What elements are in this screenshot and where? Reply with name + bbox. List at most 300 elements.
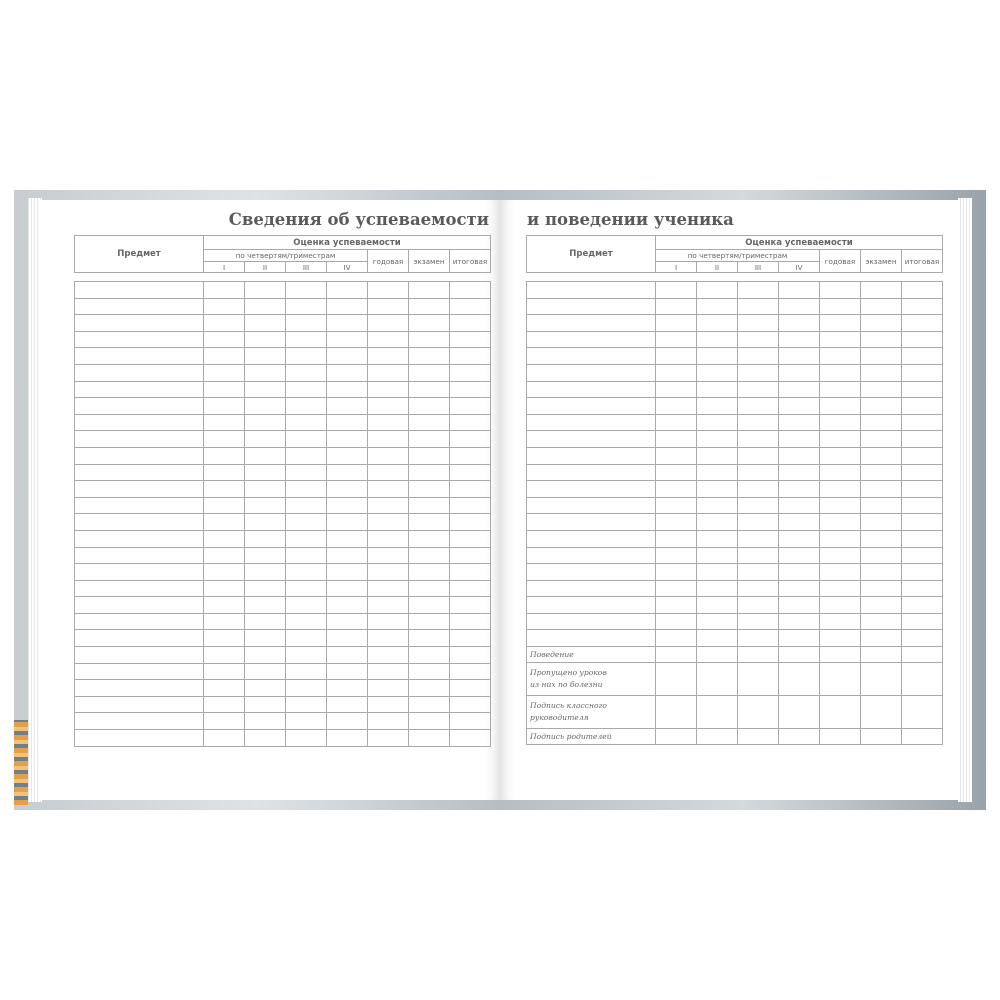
table-row bbox=[527, 580, 943, 597]
grade-cell bbox=[450, 630, 491, 647]
grade-cell bbox=[656, 331, 697, 348]
final-header: итоговая bbox=[450, 250, 491, 273]
grade-cell bbox=[245, 713, 286, 730]
grade-cell bbox=[902, 348, 943, 365]
grade-cell bbox=[327, 414, 368, 431]
grade-cell bbox=[450, 348, 491, 365]
grade-cell bbox=[245, 315, 286, 332]
table-row bbox=[527, 431, 943, 448]
grade-cell bbox=[286, 514, 327, 531]
grade-cell bbox=[779, 547, 820, 564]
subject-cell bbox=[527, 630, 656, 647]
grade-cell bbox=[368, 464, 409, 481]
grade-cell bbox=[450, 381, 491, 398]
grade-cell bbox=[861, 298, 902, 315]
subject-cell bbox=[75, 331, 204, 348]
grade-cell bbox=[327, 597, 368, 614]
subject-cell bbox=[527, 431, 656, 448]
grade-cell bbox=[450, 613, 491, 630]
subject-cell bbox=[527, 613, 656, 630]
grade-cell bbox=[286, 497, 327, 514]
grade-cell bbox=[738, 547, 779, 564]
grade-cell bbox=[368, 282, 409, 299]
grade-cell bbox=[204, 713, 245, 730]
grade-cell bbox=[697, 613, 738, 630]
grade-cell bbox=[861, 481, 902, 498]
table-row bbox=[75, 447, 491, 464]
grade-cell bbox=[204, 547, 245, 564]
grade-cell bbox=[327, 447, 368, 464]
grade-cell bbox=[286, 547, 327, 564]
grade-cell bbox=[368, 530, 409, 547]
grade-cell bbox=[204, 381, 245, 398]
grade-cell bbox=[656, 597, 697, 614]
grade-cell bbox=[738, 597, 779, 614]
grade-cell bbox=[204, 730, 245, 747]
grade-cell bbox=[697, 282, 738, 299]
grade-cell bbox=[902, 497, 943, 514]
grade-cell bbox=[656, 298, 697, 315]
grade-cell bbox=[286, 680, 327, 697]
grade-cell bbox=[779, 580, 820, 597]
grade-cell bbox=[409, 730, 450, 747]
grade-cell bbox=[409, 298, 450, 315]
grade-cell bbox=[450, 730, 491, 747]
grade-cell bbox=[861, 364, 902, 381]
table-row bbox=[75, 647, 491, 664]
grade-cell bbox=[656, 564, 697, 581]
grade-cell bbox=[368, 547, 409, 564]
grade-cell bbox=[779, 381, 820, 398]
grade-cell bbox=[204, 613, 245, 630]
grade-cell bbox=[738, 381, 779, 398]
grade-cell bbox=[286, 630, 327, 647]
grade-cell bbox=[409, 630, 450, 647]
grade-cell bbox=[409, 282, 450, 299]
grade-cell bbox=[327, 680, 368, 697]
grade-cell bbox=[697, 414, 738, 431]
grade-cell bbox=[902, 481, 943, 498]
grade-cell bbox=[286, 713, 327, 730]
grade-cell bbox=[286, 597, 327, 614]
subject-cell bbox=[527, 481, 656, 498]
grade-cell bbox=[697, 547, 738, 564]
grade-cell bbox=[697, 464, 738, 481]
grade-cell bbox=[204, 348, 245, 365]
grade-cell bbox=[245, 647, 286, 664]
grade-cell bbox=[204, 630, 245, 647]
page-stack-right bbox=[958, 198, 972, 802]
table-row bbox=[75, 348, 491, 365]
grade-cell bbox=[779, 431, 820, 448]
grade-cell bbox=[820, 547, 861, 564]
grade-cell bbox=[820, 331, 861, 348]
grade-cell bbox=[327, 464, 368, 481]
grade-cell bbox=[820, 481, 861, 498]
grade-cell bbox=[409, 481, 450, 498]
grade-cell bbox=[450, 315, 491, 332]
table-row bbox=[75, 630, 491, 647]
grade-cell bbox=[697, 331, 738, 348]
grade-cell bbox=[245, 530, 286, 547]
grade-cell bbox=[738, 282, 779, 299]
grade-cell bbox=[204, 647, 245, 664]
grade-cell bbox=[286, 580, 327, 597]
grade-cell bbox=[368, 398, 409, 415]
grade-cell bbox=[327, 431, 368, 448]
subject-cell bbox=[527, 364, 656, 381]
grade-cell bbox=[820, 381, 861, 398]
grade-cell bbox=[779, 464, 820, 481]
header-gap bbox=[527, 273, 943, 282]
grade-cell bbox=[286, 613, 327, 630]
subject-cell bbox=[75, 364, 204, 381]
grade-cell bbox=[368, 613, 409, 630]
subject-cell bbox=[75, 431, 204, 448]
grade-cell bbox=[902, 464, 943, 481]
subject-cell bbox=[527, 447, 656, 464]
grade-cell bbox=[204, 331, 245, 348]
subject-cell bbox=[75, 663, 204, 680]
grade-cell bbox=[286, 331, 327, 348]
grade-cell bbox=[368, 331, 409, 348]
grade-cell bbox=[902, 331, 943, 348]
grade-cell bbox=[409, 530, 450, 547]
grade-cell bbox=[738, 315, 779, 332]
grade-cell bbox=[286, 298, 327, 315]
grade-cell bbox=[409, 713, 450, 730]
grade-cell bbox=[245, 331, 286, 348]
grade-cell bbox=[656, 398, 697, 415]
grade-cell bbox=[204, 414, 245, 431]
subject-cell bbox=[527, 414, 656, 431]
grade-cell bbox=[368, 447, 409, 464]
table-row bbox=[75, 597, 491, 614]
grade-cell bbox=[368, 564, 409, 581]
grade-cell bbox=[204, 431, 245, 448]
grade-cell bbox=[450, 713, 491, 730]
subject-cell bbox=[527, 597, 656, 614]
left-page bbox=[40, 200, 500, 800]
grade-cell bbox=[697, 530, 738, 547]
grade-cell bbox=[409, 564, 450, 581]
grade-cell bbox=[779, 497, 820, 514]
grade-cell bbox=[450, 564, 491, 581]
grade-cell bbox=[779, 481, 820, 498]
grade-rows-left bbox=[75, 282, 491, 747]
subject-cell bbox=[75, 680, 204, 697]
grade-cell bbox=[327, 364, 368, 381]
grade-cell bbox=[697, 348, 738, 365]
grade-cell bbox=[656, 547, 697, 564]
table-row bbox=[75, 680, 491, 697]
grade-cell bbox=[779, 514, 820, 531]
grade-cell bbox=[738, 580, 779, 597]
grade-cell bbox=[286, 431, 327, 448]
table-row bbox=[75, 298, 491, 315]
table-row bbox=[527, 514, 943, 531]
grade-cell bbox=[409, 547, 450, 564]
grade-cell bbox=[861, 564, 902, 581]
table-row bbox=[527, 547, 943, 564]
grade-cell bbox=[409, 315, 450, 332]
table-row bbox=[527, 497, 943, 514]
table-row bbox=[75, 730, 491, 747]
table-row bbox=[527, 381, 943, 398]
table-row bbox=[527, 414, 943, 431]
grade-cell bbox=[327, 348, 368, 365]
grade-cell bbox=[368, 597, 409, 614]
grade-cell bbox=[327, 580, 368, 597]
grade-cell bbox=[656, 630, 697, 647]
grade-cell bbox=[779, 613, 820, 630]
grade-cell bbox=[409, 447, 450, 464]
grade-cell bbox=[656, 364, 697, 381]
subject-cell bbox=[75, 547, 204, 564]
table-row bbox=[75, 514, 491, 531]
behavior-row bbox=[527, 647, 943, 663]
grade-cell bbox=[450, 431, 491, 448]
subject-cell bbox=[527, 348, 656, 365]
subject-cell bbox=[527, 298, 656, 315]
table-row bbox=[75, 364, 491, 381]
table-row bbox=[527, 613, 943, 630]
grade-cell bbox=[245, 597, 286, 614]
grade-cell bbox=[450, 647, 491, 664]
subject-cell bbox=[527, 398, 656, 415]
grade-cell bbox=[697, 564, 738, 581]
grade-cell bbox=[327, 630, 368, 647]
grade-cell bbox=[902, 514, 943, 531]
grade-cell bbox=[286, 447, 327, 464]
grade-cell bbox=[245, 680, 286, 697]
grade-cell bbox=[245, 630, 286, 647]
grade-cell bbox=[327, 530, 368, 547]
table-row bbox=[75, 564, 491, 581]
grade-cell bbox=[204, 497, 245, 514]
grade-cell bbox=[820, 613, 861, 630]
grade-cell bbox=[204, 364, 245, 381]
grade-cell bbox=[738, 447, 779, 464]
grade-cell bbox=[656, 580, 697, 597]
table-row bbox=[527, 348, 943, 365]
grade-cell bbox=[368, 713, 409, 730]
grade-cell bbox=[738, 348, 779, 365]
grade-cell bbox=[820, 630, 861, 647]
grade-cell bbox=[820, 530, 861, 547]
grade-cell bbox=[450, 663, 491, 680]
subject-cell bbox=[75, 713, 204, 730]
term-header: I bbox=[204, 262, 245, 273]
grade-cell bbox=[738, 364, 779, 381]
grade-cell bbox=[902, 315, 943, 332]
page-title-right: и поведении ученика bbox=[527, 210, 734, 229]
grade-cell bbox=[697, 514, 738, 531]
grade-cell bbox=[286, 647, 327, 664]
grade-cell bbox=[327, 315, 368, 332]
grade-cell bbox=[409, 331, 450, 348]
grade-cell bbox=[779, 364, 820, 381]
grade-cell bbox=[902, 580, 943, 597]
grade-cell bbox=[861, 580, 902, 597]
grade-cell bbox=[327, 613, 368, 630]
grade-cell bbox=[204, 282, 245, 299]
table-row bbox=[527, 447, 943, 464]
grade-cell bbox=[368, 481, 409, 498]
grade-cell bbox=[368, 364, 409, 381]
subject-header: Предмет bbox=[75, 236, 204, 273]
table-row bbox=[75, 331, 491, 348]
subject-cell bbox=[75, 564, 204, 581]
table-row bbox=[527, 564, 943, 581]
term-header: II bbox=[697, 262, 738, 273]
grade-cell bbox=[697, 597, 738, 614]
grade-cell bbox=[902, 298, 943, 315]
grade-cell bbox=[738, 464, 779, 481]
grade-cell bbox=[204, 696, 245, 713]
grade-cell bbox=[450, 398, 491, 415]
grade-cell bbox=[450, 696, 491, 713]
grade-cell bbox=[368, 348, 409, 365]
grade-cell bbox=[820, 564, 861, 581]
grade-cell bbox=[738, 481, 779, 498]
grade-cell bbox=[450, 547, 491, 564]
subject-cell bbox=[75, 497, 204, 514]
grade-cell bbox=[861, 547, 902, 564]
grade-cell bbox=[204, 597, 245, 614]
grade-cell bbox=[327, 514, 368, 531]
grade-cell bbox=[286, 364, 327, 381]
grade-cell bbox=[409, 680, 450, 697]
grade-cell bbox=[204, 464, 245, 481]
subject-cell bbox=[527, 547, 656, 564]
subject-cell bbox=[75, 514, 204, 531]
grade-cell bbox=[368, 514, 409, 531]
grade-cell bbox=[245, 481, 286, 498]
grade-cell bbox=[450, 447, 491, 464]
grade-cell bbox=[779, 447, 820, 464]
grade-cell bbox=[245, 730, 286, 747]
grade-cell bbox=[409, 514, 450, 531]
grade-cell bbox=[656, 447, 697, 464]
grade-cell bbox=[409, 580, 450, 597]
grade-cell bbox=[368, 647, 409, 664]
grade-cell bbox=[204, 298, 245, 315]
grade-cell bbox=[245, 282, 286, 299]
year-header: годовая bbox=[820, 250, 861, 273]
grade-cell bbox=[245, 547, 286, 564]
grade-cell bbox=[697, 431, 738, 448]
grade-cell bbox=[820, 282, 861, 299]
grade-cell bbox=[738, 414, 779, 431]
exam-header: экзамен bbox=[409, 250, 450, 273]
grade-cell bbox=[697, 580, 738, 597]
grade-cell bbox=[368, 381, 409, 398]
table-row bbox=[527, 298, 943, 315]
grade-cell bbox=[820, 315, 861, 332]
grade-cell bbox=[368, 497, 409, 514]
grade-cell bbox=[450, 514, 491, 531]
grade-cell bbox=[204, 663, 245, 680]
table-row bbox=[75, 282, 491, 299]
table-row bbox=[75, 530, 491, 547]
grade-cell bbox=[861, 497, 902, 514]
table-row bbox=[75, 663, 491, 680]
grade-cell bbox=[245, 414, 286, 431]
grade-cell bbox=[656, 315, 697, 332]
grade-cell bbox=[204, 680, 245, 697]
grade-cell bbox=[861, 315, 902, 332]
table-row bbox=[527, 331, 943, 348]
subject-cell bbox=[527, 564, 656, 581]
grade-cell bbox=[204, 580, 245, 597]
table-row bbox=[527, 398, 943, 415]
grade-cell bbox=[779, 564, 820, 581]
grade-cell bbox=[779, 298, 820, 315]
table-row bbox=[75, 464, 491, 481]
grade-cell bbox=[368, 414, 409, 431]
subject-cell bbox=[75, 447, 204, 464]
grade-cell bbox=[820, 431, 861, 448]
grade-cell bbox=[861, 464, 902, 481]
grade-cell bbox=[409, 364, 450, 381]
exam-header: экзамен bbox=[861, 250, 902, 273]
term-header: III bbox=[738, 262, 779, 273]
grade-cell bbox=[450, 481, 491, 498]
grade-cell bbox=[245, 398, 286, 415]
grade-cell bbox=[368, 580, 409, 597]
subject-cell bbox=[527, 530, 656, 547]
grade-cell bbox=[779, 597, 820, 614]
subject-header: Предмет bbox=[527, 236, 656, 273]
grade-cell bbox=[861, 597, 902, 614]
grade-cell bbox=[779, 348, 820, 365]
grade-cell bbox=[204, 398, 245, 415]
grade-cell bbox=[656, 481, 697, 498]
subject-cell bbox=[75, 282, 204, 299]
grade-cell bbox=[902, 447, 943, 464]
grade-cell bbox=[286, 282, 327, 299]
table-row bbox=[75, 497, 491, 514]
grade-cell bbox=[820, 497, 861, 514]
grade-cell bbox=[327, 663, 368, 680]
grade-cell bbox=[820, 364, 861, 381]
grade-cell bbox=[245, 348, 286, 365]
grade-cell bbox=[738, 331, 779, 348]
grade-cell bbox=[902, 282, 943, 299]
teacher-signature-row bbox=[527, 696, 943, 729]
parents-signature-row bbox=[527, 729, 943, 745]
grade-cell bbox=[902, 630, 943, 647]
grade-cell bbox=[204, 514, 245, 531]
grade-cell bbox=[409, 414, 450, 431]
grade-rows-right bbox=[527, 282, 943, 647]
table-row bbox=[527, 282, 943, 299]
grade-cell bbox=[902, 398, 943, 415]
grade-cell bbox=[861, 398, 902, 415]
subject-cell bbox=[527, 497, 656, 514]
table-row bbox=[527, 630, 943, 647]
grade-cell bbox=[245, 514, 286, 531]
table-row bbox=[75, 414, 491, 431]
grade-cell bbox=[327, 381, 368, 398]
grade-cell bbox=[409, 398, 450, 415]
grade-cell bbox=[738, 613, 779, 630]
grade-cell bbox=[286, 564, 327, 581]
table-row bbox=[75, 431, 491, 448]
table-row bbox=[527, 530, 943, 547]
grade-cell bbox=[409, 431, 450, 448]
